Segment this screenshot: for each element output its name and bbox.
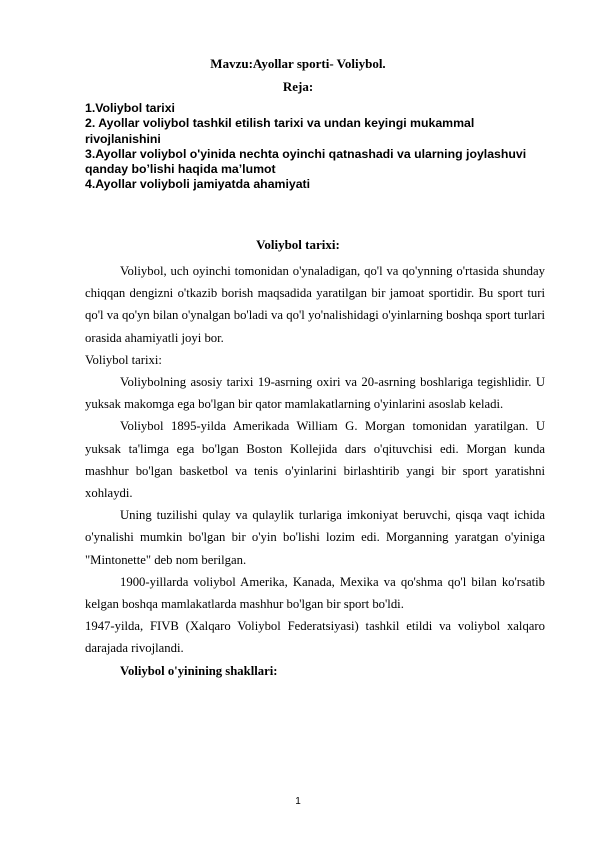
plan-item: 2. Ayollar voliybol tashkil etilish tarixi va undan keyingi mukammal rivojlanishini	[85, 116, 475, 146]
paragraph: Voliybol tarixi:	[85, 352, 162, 367]
page-number: 1	[295, 796, 301, 807]
paragraph: Voliybolning asosiy tarixi 19-asrning oxiri va 20-asrning boshlariga tegishlidir. U yuksak makomga ega bo'lgan bir qator mamlakatlarning o'yinlarini asoslab keladi.	[85, 375, 545, 412]
paragraph: 1947-yilda, FIVB (Xalqaro Voliybol Federatsiyasi) tashkil etildi va voliybol xalqaro darajada rivojlandi.	[85, 619, 545, 656]
body-text	[85, 260, 545, 682]
subsection-heading: Voliybol o'yinining shakllari:	[120, 663, 278, 678]
plan-item: 1.Voliybol tarixi	[85, 101, 175, 115]
plan-item: 4.Ayollar voliyboli jamiyatda ahamiyati	[85, 177, 311, 192]
paragraph: 1900-yillarda voliybol Amerika, Kanada, Mexika va qo'shma qo'l bilan ko'rsatib kelgan boshqa mamlakatlarda mashhur bo'lgan bir sport bo'ldi.	[85, 574, 545, 612]
plan-list	[85, 101, 545, 193]
plan-heading: Reja:	[282, 79, 314, 94]
paragraph: Uning tuzilishi qulay va qulaylik turlariga imkoniyat beruvchi, qisqa vaqt ichida o'ynalishi mumkin bo'lgan bir o'yin bo'lishi lozim edi. Morganning yaratgan o'yiniga "Mintonette" deb nom berilgan.	[85, 508, 545, 567]
paragraph: Voliybol, uch oyinchi tomonidan o'ynaladigan, qo'l va qo'ynning o'rtasida shunday chiqqan dengizni o'tkazib borish maqsadida yaratilgan bir jamoat sportidir. Bu sport turi qo'l va qo'yn bilan o'ynalgan bo'ladi va qo'l yo'nalishidagi o'yinlarning boshqa sport turlari orasida ahamiyatli joyi bor.	[85, 264, 545, 345]
section-heading: Voliybol tarixi:	[256, 237, 340, 252]
paragraph: Voliybol 1895-yilda Amerikada William G. Morgan tomonidan yaratilgan. U yuksak ta'limga ega bo'lgan Boston Kollejida dars o'qituvchisi edi. Morgan kunda mashhur bo'lgan basketbol va tenis o'yinlarini birlashtirib yangi bir sport yaratishni xohlaydi.	[85, 419, 545, 501]
plan-item: 3.Ayollar voliybol o'yinida nechta oyinchi qatnashadi va ularning joylashuvi qanday bo’lishi haqida ma’lumot	[85, 146, 527, 177]
document-title: Mavzu:Ayollar sporti- Voliybol.	[210, 56, 386, 71]
